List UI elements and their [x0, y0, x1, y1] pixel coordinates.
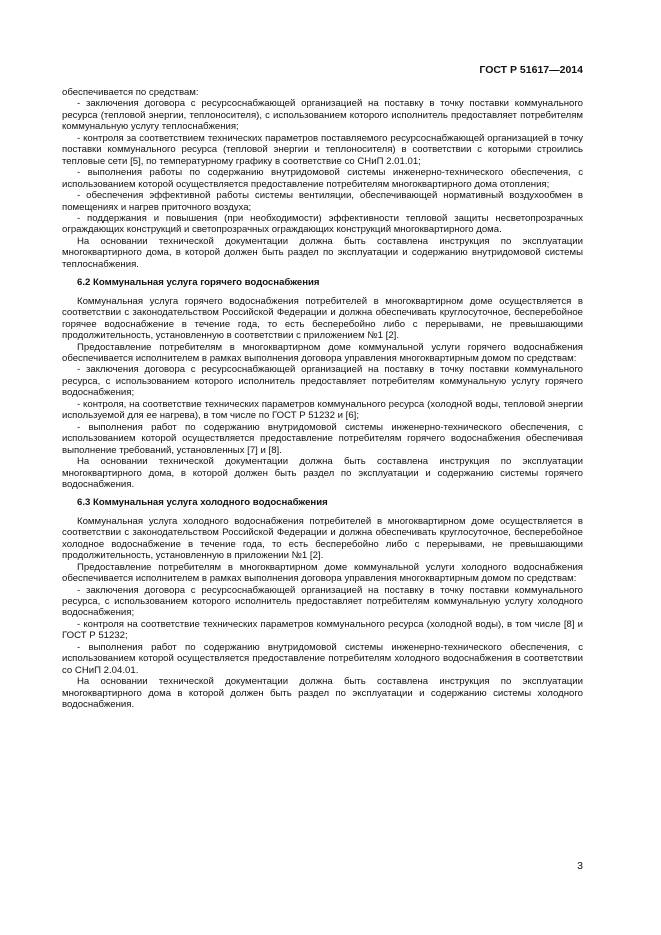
document-code-header: ГОСТ Р 51617—2014: [479, 64, 583, 76]
section-6-2-item-2: - контроля, на соответствие технических параметров коммунального ресурса (холодной воды, тепловой энергии используемой для ее нагрева), в том числе по ГОСТ Р 51232 и [6];: [62, 398, 583, 422]
page-number: 3: [577, 860, 583, 872]
section-6-2-title: 6.2 Коммунальная услуга горячего водоснабжения: [77, 277, 320, 289]
intro-item-3: - выполнения работы по содержанию внутридомовой системы инженерно-технического обеспечения, с использованием которой осуществляется предоставление потребителям многоквартирного дома отопления;: [62, 167, 583, 190]
intro-item-1: - заключения договора с ресурсоснабжающей организацией на поставку в точку поставки коммунального ресурса (тепловой энергии, теплоносителя), с использованием которого исполнитель предоставляет потребителям коммунальную услугу теплоснабжения;: [62, 98, 583, 133]
section-6-3-item-3: - выполнения работ по содержанию внутридомовой системы инженерно-технического обеспечения, с использованием которой осуществляется предоставление потребителям холодного водоснабжения в соответствии со СНиП 2.04.01.: [62, 641, 583, 676]
section-6-3-title: 6.3 Коммунальная услуга холодного водоснабжения: [77, 497, 328, 509]
section-6-2-paragraph-2: Предоставление потребителям в многоквартирном доме коммунальной услуги горячего водоснабжения обеспечивается исполнителем в рамках выполнения договора управления многоквартирным домом по средствам:: [62, 341, 583, 364]
intro-closing: На основании технической документации должна быть составлена инструкция по эксплуатации многоквартирного дома, в которой должен быть раздел по эксплуатации и содержанию внутридомовой системы теплоснабжения.: [62, 235, 583, 270]
section-6-3-item-1: - заключения договора с ресурсоснабжающей организацией на поставку в точку поставки коммунального ресурса, с использованием которого исполнитель предоставляет потребителям коммунальную услугу холодного водоснабжения;: [62, 584, 583, 619]
section-6-2-item-3: - выполнения работ по содержанию внутридомовой системы инженерно-технического обеспечения, с использованием которой осуществляется предоставление потребителям горячего водоснабжения обеспечивая выполнение требований, установленных [7] и [8].: [62, 421, 583, 456]
section-6-3-paragraph-2: Предоставление потребителям в многоквартирном доме коммунальной услуги холодного водоснабжения обеспечивается исполнителем в рамках выполнения договора управления многоквартирным домом по средствам:: [62, 561, 583, 585]
section-6-3-item-2: - контроля на соответствие технических параметров коммунального ресурса (холодной воды), в том числе [8] и ГОСТ Р 51232;: [62, 618, 583, 642]
section-6-3-closing: На основании технической документации должна быть составлена инструкция по эксплуатации многоквартирного дома в которой должен быть раздел по эксплуатации и содержанию системы холодного водоснабжения.: [62, 676, 583, 711]
section-6-3-paragraph-1: Коммунальная услуга холодного водоснабжения потребителей в многоквартирном доме осуществляется в соответствии с законодательством Российской Федерации и должна обеспечивать круглосуточное, бесперебойное холодное водоснабжение в течение года, то есть бесперебойно либо с перерывами, не превышающими продолжительность, установленную в приложении №1 [2].: [62, 515, 583, 562]
intro-item-5: - поддержания и повышения (при необходимости) эффективности тепловой защиты несветопрозрачных ограждающих конструкций и светопрозрачных ограждающих конструкций многоквартирного дома.: [62, 212, 583, 236]
intro-item-4: - обеспечения эффективной работы системы вентиляции, обеспечивающей нормативный воздухообмен в помещениях и нагрев приточного воздуха;: [62, 190, 583, 213]
section-6-2-closing: На основании технической документации должна быть составлена инструкция по эксплуатации многоквартирного дома, в которой должен быть раздел по эксплуатации и содержанию системы горячего водоснабжения.: [62, 456, 583, 490]
section-6-2-paragraph-1: Коммунальная услуга горячего водоснабжения потребителей в многоквартирном доме осуществляется в соответствии с законодательством Российской Федерации и должна обеспечивать круглосуточное, бесперебойное горячее водоснабжение в течение года, то есть бесперебойно либо с перерывами, не превышающими продолжительность, установленную в соответствии с приложением №1 [2].: [62, 295, 583, 342]
intro-lead: обеспечивается по средствам:: [62, 87, 199, 98]
section-6-2-item-1: - заключения договора с ресурсоснабжающей организацией на поставку в точку поставки коммунального ресурса, с использованием которого исполнитель предоставляет потребителям коммунальную услугу горячего водоснабжения;: [62, 364, 583, 399]
intro-item-2: - контроля за соответствием технических параметров поставляемого ресурсоснабжающей организацией в точку поставки коммунального ресурса (тепловой энергии и теплоносителя) в соответствии с которыми строились тепловые сети [5], по температурному графику в соответствие со СНиП 2.01.01;: [62, 132, 583, 167]
document-body: [62, 87, 583, 711]
